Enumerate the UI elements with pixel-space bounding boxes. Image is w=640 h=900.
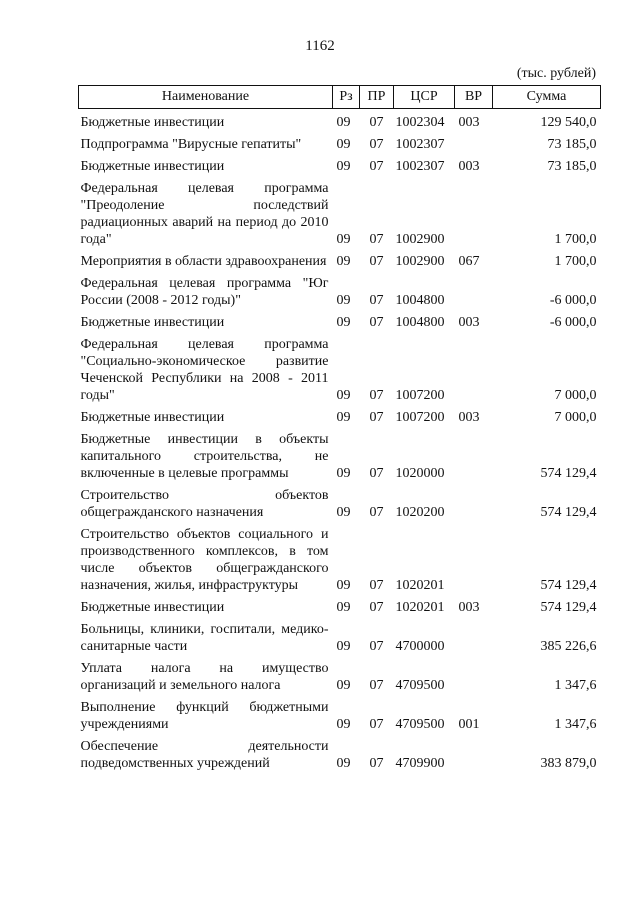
- cell-pr: 07: [369, 137, 384, 152]
- cell-rz: 09: [336, 466, 351, 481]
- table-row: [79, 270, 601, 309]
- cell-sum: 1 700,0: [554, 254, 597, 269]
- table-row: [79, 131, 601, 153]
- cell-sum: 574 129,4: [540, 505, 597, 520]
- table-row: [79, 594, 601, 616]
- cell-csr: 1020200: [395, 505, 445, 520]
- cell-pr: 07: [369, 578, 384, 593]
- cell-sum: 1 700,0: [554, 232, 597, 247]
- cell-vr: [455, 426, 493, 482]
- cell-csr: 4700000: [395, 639, 445, 654]
- table-row: [79, 331, 601, 404]
- cell-pr: 07: [369, 232, 384, 247]
- cell-name: Бюджетные инвестиции: [80, 600, 225, 615]
- cell-rz: 09: [336, 578, 351, 593]
- budget-table: [78, 85, 601, 772]
- table-row: [79, 694, 601, 733]
- cell-pr: 07: [369, 315, 384, 330]
- cell-name: Бюджетные инвестиции: [80, 410, 225, 425]
- cell-sum: -6 000,0: [549, 293, 597, 308]
- cell-name: Выполнение функций бюджетными учреждениями: [80, 700, 329, 732]
- cell-csr: 1004800: [395, 293, 445, 308]
- cell-sum: 574 129,4: [540, 600, 597, 615]
- cell-sum: 1 347,6: [554, 717, 597, 732]
- cell-name: Больницы, клиники, госпитали, медико-санитарные части: [80, 622, 329, 654]
- cell-name: Бюджетные инвестиции в объекты капитального строительства, не включенные в целевые программы: [80, 432, 329, 481]
- table-row: [79, 521, 601, 594]
- header-pr: ПР: [360, 86, 394, 109]
- cell-name: Строительство объектов общегражданского назначения: [80, 488, 329, 520]
- cell-vr: [455, 655, 493, 694]
- table-row: [79, 109, 601, 132]
- cell-sum: 7 000,0: [554, 410, 597, 425]
- cell-pr: 07: [369, 756, 384, 771]
- cell-vr: [455, 616, 493, 655]
- cell-csr: 1007200: [395, 410, 445, 425]
- cell-csr: 1002307: [395, 159, 445, 174]
- cell-pr: 07: [369, 505, 384, 520]
- cell-pr: 07: [369, 639, 384, 654]
- cell-rz: 09: [336, 717, 351, 732]
- cell-sum: 383 879,0: [540, 756, 597, 771]
- cell-pr: 07: [369, 600, 384, 615]
- cell-name: Мероприятия в области здравоохранения: [80, 254, 327, 269]
- cell-sum: -6 000,0: [549, 315, 597, 330]
- cell-name: Обеспечение деятельности подведомственных учреждений: [80, 739, 329, 771]
- table-row: [79, 153, 601, 175]
- cell-csr: 1020000: [395, 466, 445, 481]
- cell-rz: 09: [336, 505, 351, 520]
- cell-vr: [455, 733, 493, 772]
- cell-csr: 1002900: [395, 232, 445, 247]
- cell-pr: 07: [369, 717, 384, 732]
- table-row: [79, 309, 601, 331]
- cell-name: Федеральная целевая программа "Преодоление последствий радиационных аварий на период до 2010 года": [80, 181, 329, 247]
- header-csr: ЦСР: [394, 86, 455, 109]
- cell-pr: 07: [369, 254, 384, 269]
- cell-vr: [455, 131, 493, 153]
- cell-name: Федеральная целевая программа "Юг России (2008 - 2012 годы)": [80, 276, 329, 308]
- cell-name: Бюджетные инвестиции: [80, 315, 225, 330]
- cell-pr: 07: [369, 678, 384, 693]
- cell-vr: [455, 175, 493, 248]
- cell-name: Бюджетные инвестиции: [80, 159, 225, 174]
- cell-rz: 09: [336, 232, 351, 247]
- cell-pr: 07: [369, 159, 384, 174]
- cell-sum: 129 540,0: [540, 115, 597, 130]
- cell-csr: 1002900: [395, 254, 445, 269]
- cell-name: Строительство объектов социального и производственного комплексов, в том числе объектов общегражданского назначения, жилья, инфраструктуры: [80, 527, 329, 593]
- cell-csr: 1002307: [395, 137, 445, 152]
- cell-rz: 09: [336, 137, 351, 152]
- cell-vr: [455, 521, 493, 594]
- cell-rz: 09: [336, 639, 351, 654]
- table-row: [79, 175, 601, 248]
- cell-rz: 09: [336, 410, 351, 425]
- cell-vr: [455, 331, 493, 404]
- cell-sum: 574 129,4: [540, 466, 597, 481]
- cell-csr: 4709900: [395, 756, 445, 771]
- cell-rz: 09: [336, 315, 351, 330]
- cell-pr: 07: [369, 466, 384, 481]
- cell-vr: [455, 482, 493, 521]
- table-row: [79, 733, 601, 772]
- cell-csr: 1007200: [395, 388, 445, 403]
- table-row: [79, 248, 601, 270]
- cell-vr: 067: [458, 254, 480, 269]
- cell-csr: 4709500: [395, 717, 445, 732]
- cell-rz: 09: [336, 115, 351, 130]
- cell-pr: 07: [369, 388, 384, 403]
- cell-rz: 09: [336, 600, 351, 615]
- cell-vr: 003: [458, 315, 480, 330]
- cell-sum: 1 347,6: [554, 678, 597, 693]
- cell-name: Бюджетные инвестиции: [80, 115, 225, 130]
- cell-rz: 09: [336, 159, 351, 174]
- cell-vr: [455, 270, 493, 309]
- table-row: [79, 426, 601, 482]
- cell-sum: 73 185,0: [547, 137, 597, 152]
- table-row: [79, 482, 601, 521]
- cell-rz: 09: [336, 756, 351, 771]
- cell-vr: 003: [458, 115, 480, 130]
- header-name: Наименование: [79, 86, 333, 109]
- cell-csr: 1002304: [395, 115, 445, 130]
- cell-name: Уплата налога на имущество организаций и земельного налога: [80, 661, 329, 693]
- cell-pr: 07: [369, 115, 384, 130]
- cell-csr: 1004800: [395, 315, 445, 330]
- cell-vr: 001: [458, 717, 480, 732]
- units-label: (тыс. рублей): [516, 66, 596, 81]
- cell-sum: 385 226,6: [540, 639, 597, 654]
- cell-csr: 1020201: [395, 600, 445, 615]
- cell-name: Подпрограмма "Вирусные гепатиты": [80, 137, 302, 152]
- cell-vr: 003: [458, 410, 480, 425]
- cell-rz: 09: [336, 678, 351, 693]
- cell-sum: 574 129,4: [540, 578, 597, 593]
- cell-csr: 4709500: [395, 678, 445, 693]
- table-body: [79, 109, 601, 773]
- table-row: [79, 655, 601, 694]
- header-rz: Рз: [333, 86, 360, 109]
- table-header-row: [79, 86, 601, 109]
- cell-pr: 07: [369, 293, 384, 308]
- header-vr: ВР: [455, 86, 493, 109]
- cell-sum: 7 000,0: [554, 388, 597, 403]
- cell-name: Федеральная целевая программа "Социально-экономическое развитие Чеченской Республики на 2008 - 2011 годы": [80, 337, 329, 403]
- page-number: 1162: [305, 38, 335, 54]
- table-row: [79, 404, 601, 426]
- cell-vr: 003: [458, 600, 480, 615]
- header-sum: Сумма: [493, 86, 601, 109]
- cell-sum: 73 185,0: [547, 159, 597, 174]
- cell-pr: 07: [369, 410, 384, 425]
- cell-rz: 09: [336, 293, 351, 308]
- table-row: [79, 616, 601, 655]
- cell-rz: 09: [336, 388, 351, 403]
- cell-vr: 003: [458, 159, 480, 174]
- cell-csr: 1020201: [395, 578, 445, 593]
- cell-rz: 09: [336, 254, 351, 269]
